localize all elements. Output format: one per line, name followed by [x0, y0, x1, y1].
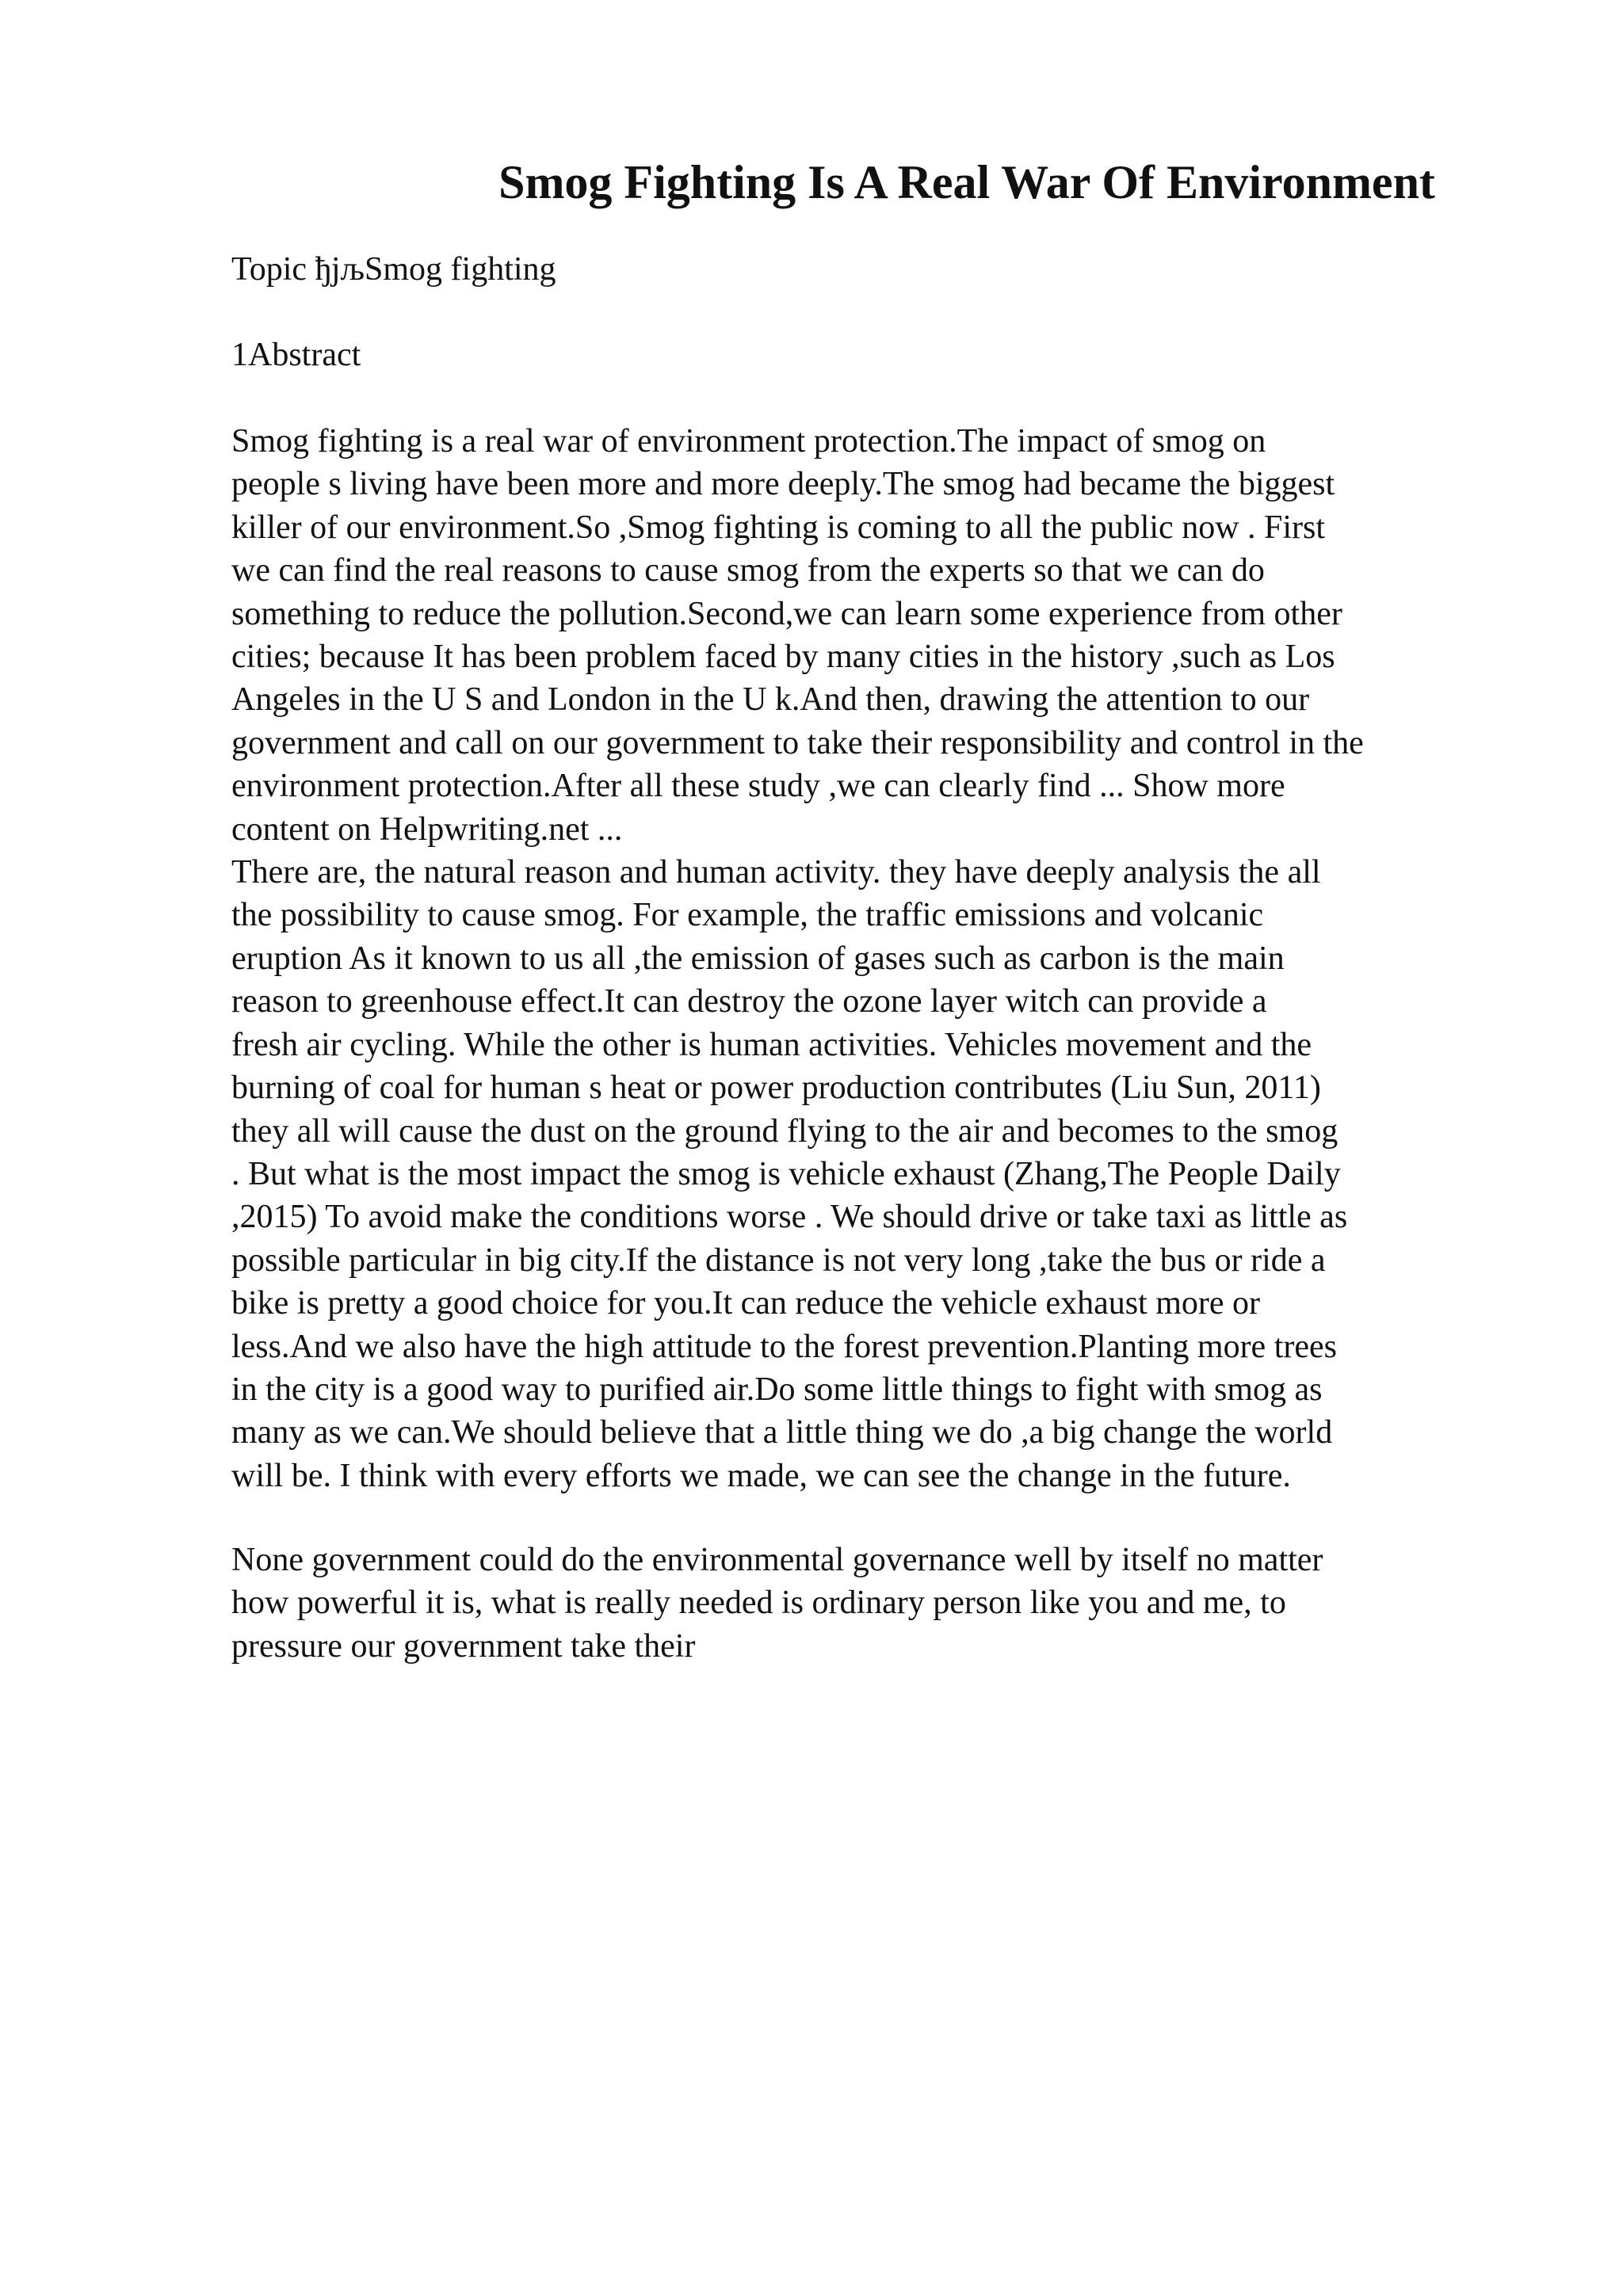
- body-paragraph: None government could do the environmental governance well by itself no matter how powerful it is, what is really needed is ordinary person like you and me, to pressure our government take their: [231, 1542, 1323, 1665]
- topic-line: Topic ђјљSmog fighting: [231, 251, 556, 288]
- section-heading: 1Abstract: [231, 337, 361, 373]
- body-paragraph: Smog fighting is a real war of environment protection.The impact of smog on people s living have been more and more deeply.The smog had became the biggest killer of our environment.So ,Smog fighting is coming to all the public now . First we can find the real reasons to cause smog from the experts so that we can do something to reduce the pollution.Second,we can learn some experience from other cities; because It has been problem faced by many cities in the history ,such as Los Angeles in the U S and London in the U k.And then, drawing the attention to our government and call on our government to take their responsibility and control in the environment protection.After all these study ,we can clearly find ... Show more content on Helpwriting.net ... There are, the natural reason and human activity. they have deeply analysis the all the possibility to cause smog. For example, the traffic emissions and volcanic eruption As it known to us all ,the emission of gases such as carbon is the main reason to greenhouse effect.It can destroy the ozone layer witch can provide a fresh air cycling. While the other is human activities. Vehicles movement and the burning of coal for human s heat or power production contributes (Liu Sun, 2011) they all will cause the dust on the ground flying to the air and becomes to the smog . But what is the most impact the smog is vehicle exhaust (Zhang,The People Daily ,2015) To avoid make the conditions worse . We should drive or take taxi as little as possible particular in big city.If the distance is not very long ,take the bus or ride a bike is pretty a good choice for you.It can reduce the vehicle exhaust more or less.And we also have the high attitude to the forest prevention.Planting more trees in the city is a good way to purified air.Do some little things to fight with smog as many as we can.We should believe that a little thing we do ,a big change the world will be. I think with every efforts we made, we can see the change in the future.: [231, 423, 1364, 1494]
- document-title: Smog Fighting Is A Real War Of Environment: [498, 156, 1435, 208]
